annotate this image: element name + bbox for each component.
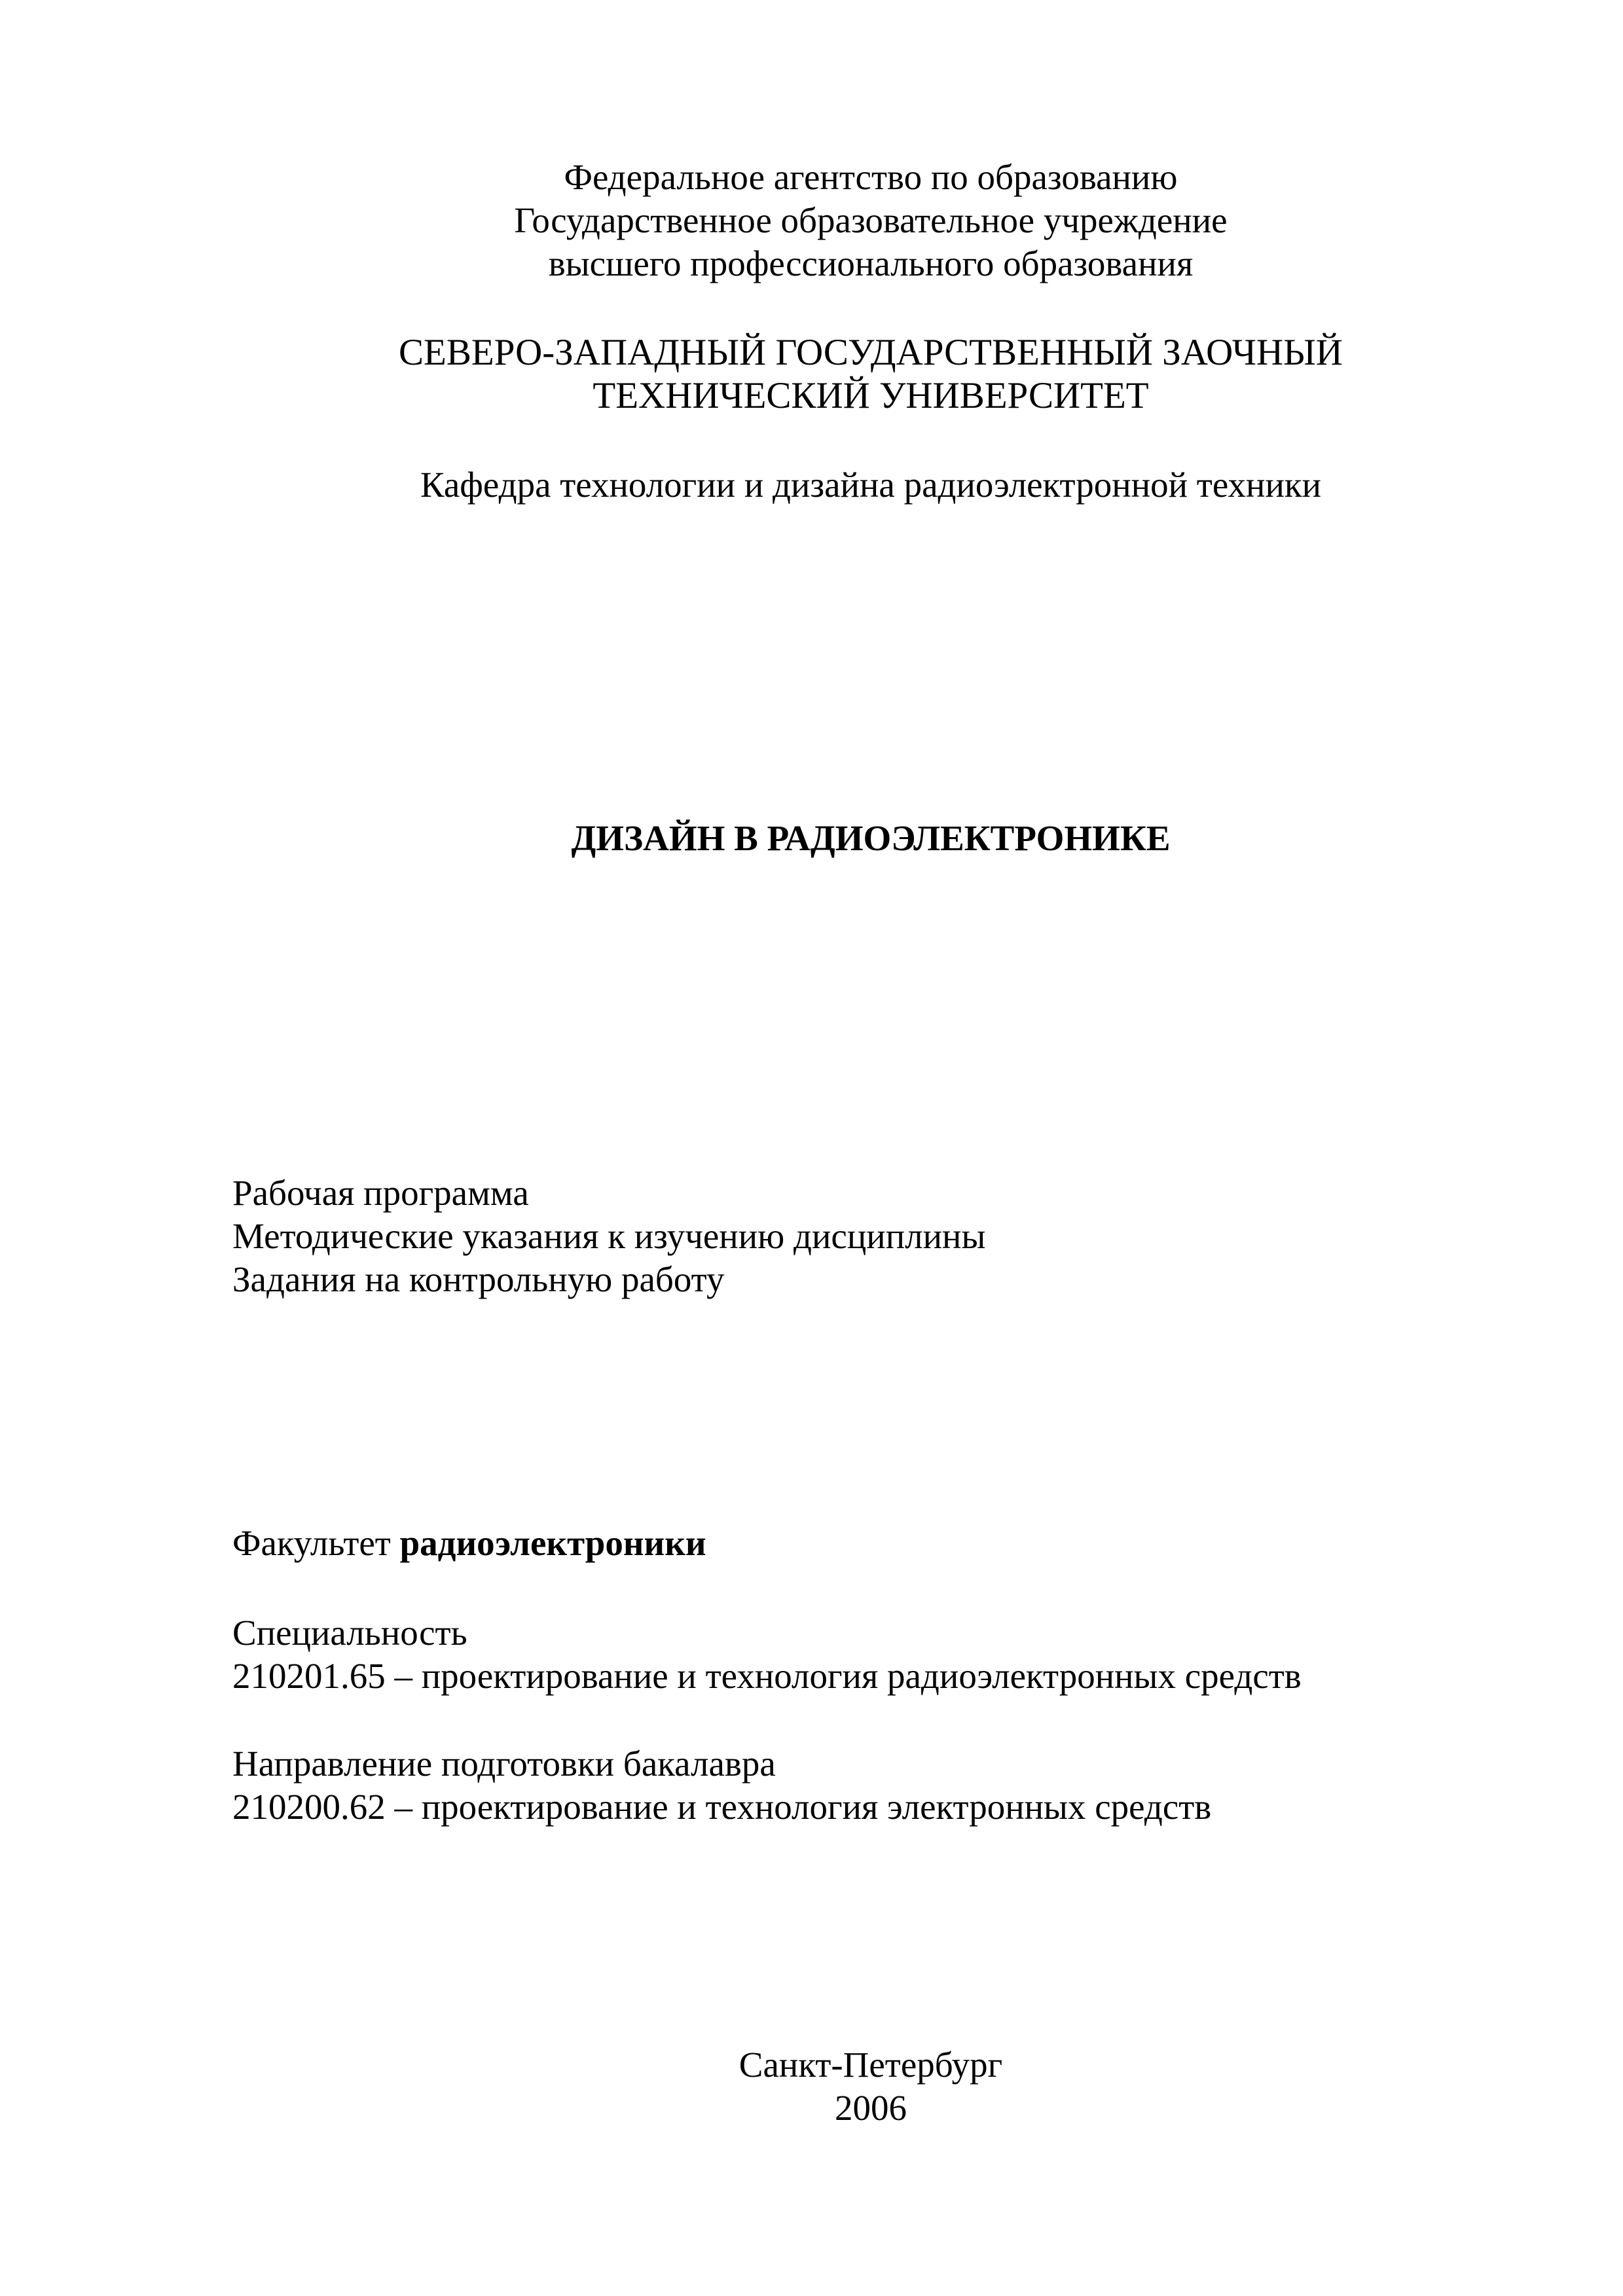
agency-line: Федеральное агентство по образованию (564, 157, 1178, 197)
contents-block (232, 1172, 985, 1301)
faculty-label: Факультет (232, 1523, 391, 1563)
specialty-label: Специальность (232, 1613, 467, 1653)
specialty-value: 210201.65 – проектирование и технология радиоэлектронных средств (232, 1656, 1302, 1696)
year: 2006 (835, 2088, 907, 2128)
specialty-block (232, 1611, 1302, 1698)
institution-line: Государственное образовательное учреждение (514, 200, 1228, 240)
faculty-name: радиоэлектроники (399, 1523, 706, 1563)
university-name (0, 331, 1623, 418)
document-title: ДИЗАЙН В РАДИОЭЛЕКТРОНИКЕ (571, 818, 1171, 858)
faculty-line (232, 1522, 706, 1565)
university-line-1: СЕВЕРО-ЗАПАДНЫЙ ГОСУДАРСТВЕННЫЙ ЗАОЧНЫЙ (399, 332, 1343, 373)
faculty-block (232, 1522, 706, 1565)
document-title-block (0, 817, 1623, 860)
department-block (0, 463, 1623, 507)
department-line: Кафедра технологии и дизайна радиоэлектронной техники (420, 465, 1322, 505)
city: Санкт-Петербург (739, 2045, 1003, 2085)
bachelor-direction-value: 210200.62 – проектирование и технология электронных средств (232, 1787, 1212, 1827)
footer-block (0, 2043, 1623, 2130)
header-block (0, 156, 1623, 285)
contents-item: Методические указания к изучению дисциплины (232, 1216, 986, 1256)
education-level-line: высшего профессионального образования (548, 243, 1194, 283)
bachelor-direction-block (232, 1742, 1211, 1829)
contents-item: Задания на контрольную работу (232, 1259, 725, 1299)
contents-item: Рабочая программа (232, 1173, 529, 1213)
bachelor-direction-label: Направление подготовки бакалавра (232, 1744, 776, 1784)
university-line-2: ТЕХНИЧЕСКИЙ УНИВЕРСИТЕТ (593, 375, 1149, 416)
